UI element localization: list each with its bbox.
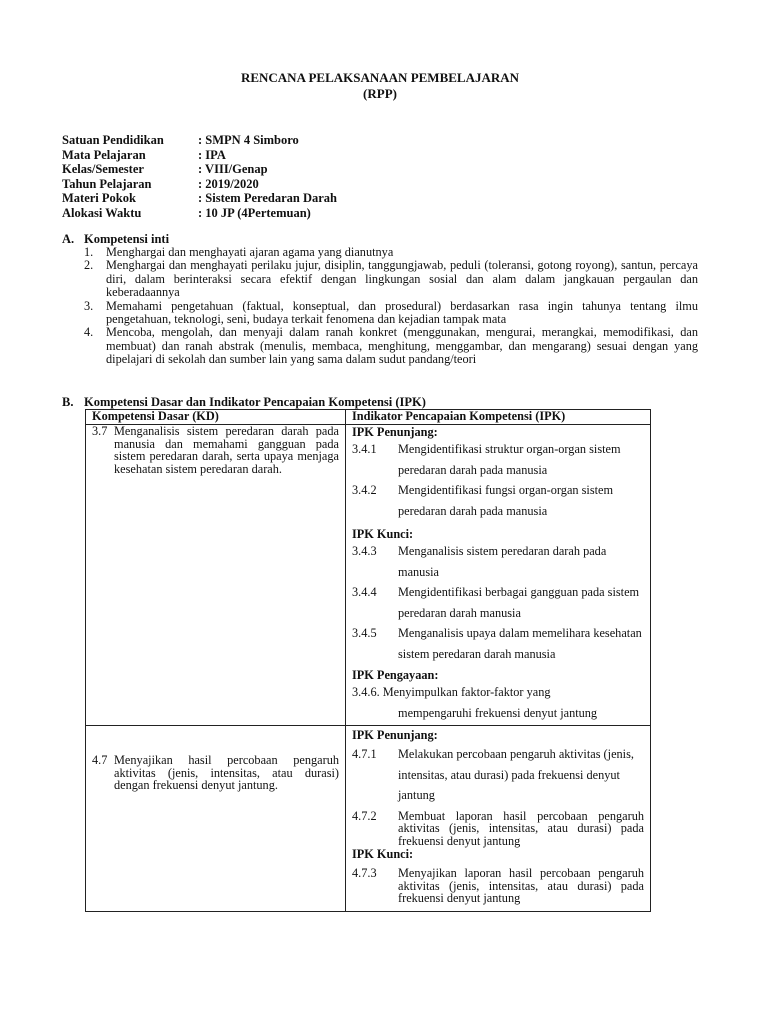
list-number: 2. [84, 258, 94, 273]
ipk-kunci-label: IPK Kunci: [352, 847, 414, 862]
identity-key: Mata Pelajaran [62, 147, 146, 162]
section-a-heading [62, 232, 698, 246]
ipk-text-continued: mempengaruhi frekuensi denyut jantung [398, 705, 598, 720]
ipk-text: 3.4.6. Menyimpulkan faktor-faktor yang [352, 685, 551, 699]
section-a-letter: A. [62, 232, 75, 246]
identity-key: Satuan Pendidikan [62, 133, 164, 147]
list-item [62, 326, 698, 366]
table-header-row [86, 410, 651, 425]
identity-table [62, 133, 337, 220]
ipk-number: 4.7.3 [352, 866, 377, 881]
ipk-text: Melakukan percobaan pengaruh aktivitas (jenis, intensitas, atau durasi) pada frekuensi denyut jantung [398, 747, 634, 802]
identity-key: Alokasi Waktu [62, 205, 142, 220]
identity-value: : VIII/Genap [198, 162, 268, 176]
section-b-title: Kompetensi Dasar dan Indikator Pencapaian Kompetensi (IPK) [84, 395, 426, 409]
identity-value: : 2019/2020 [198, 176, 259, 191]
kd-cell [86, 425, 346, 726]
list-text: Memahami pengetahuan (faktual, konseptual, dan prosedural) berdasarkan rasa ingin tahunya tentang ilmu pengetahuan, teknologi, seni, budaya terkait fenomena dan kejadian tampak mata [106, 298, 698, 327]
list-item [62, 259, 698, 299]
ipk-number: 3.4.1 [352, 442, 377, 456]
identity-row [62, 206, 337, 221]
ipk-text: Menganalisis sistem peredaran darah pada manusia [398, 544, 607, 579]
ipk-text: Menyajikan laporan hasil percobaan pengaruh aktivitas (jenis, intensitas, atau durasi) pada frekuensi denyut jantung [398, 866, 644, 906]
ipk-item [352, 541, 644, 582]
list-number: 1. [84, 245, 94, 259]
ipk-item [352, 480, 644, 521]
ipk-cell [346, 726, 651, 912]
ipk-number: 3.4.5 [352, 626, 377, 640]
list-number: 4. [84, 325, 94, 340]
ipk-item [352, 682, 644, 723]
ipk-item [352, 582, 644, 623]
identity-value: : 10 JP (4Pertemuan) [198, 205, 311, 220]
section-b-heading [62, 395, 702, 409]
identity-row [62, 162, 337, 177]
section-a-title: Kompetensi inti [84, 232, 170, 246]
ipk-item [352, 623, 644, 664]
ipk-item [352, 810, 644, 848]
identity-value: : Sistem Peredaran Darah [198, 191, 337, 205]
identity-key: Tahun Pelajaran [62, 176, 152, 191]
ipk-pengayaan-label: IPK Pengayaan: [352, 668, 439, 682]
ipk-text: Mengidentifikasi fungsi organ-organ sistem peredaran darah pada manusia [398, 483, 614, 518]
list-number: 3. [84, 298, 94, 313]
kompetensi-inti-list [62, 246, 698, 367]
ipk-number: 3.4.2 [352, 483, 377, 497]
list-text: Menghargai dan menghayati ajaran agama yang dianutnya [106, 245, 394, 259]
table-row [86, 425, 651, 726]
document-title: RENCANA PELAKSANAAN PEMBELAJARAN [240, 70, 520, 85]
identity-row [62, 191, 337, 206]
kd-number: 4.7 [92, 753, 108, 767]
kd-cell [86, 726, 346, 912]
identity-row [62, 148, 337, 163]
identity-row [62, 177, 337, 192]
ipk-penunjang-label: IPK Penunjang: [352, 425, 438, 439]
ipk-text: Mengidentifikasi struktur organ-organ sistem peredaran darah pada manusia [398, 442, 621, 477]
ipk-item [352, 867, 644, 905]
kd-ipk-table [85, 409, 651, 912]
ipk-text: Mengidentifikasi berbagai gangguan pada sistem peredaran darah manusia [398, 585, 640, 620]
ipk-number: 3.4.3 [352, 544, 377, 558]
kd-text: Menyajikan hasil percobaan pengaruh aktivitas (jenis, intensitas, atau durasi) dengan frekuensi denyut jantung. [114, 753, 339, 793]
identity-key: Kelas/Semester [62, 162, 144, 176]
kd-number: 3.7 [92, 424, 108, 438]
table-row [86, 726, 651, 912]
ipk-item [352, 744, 644, 806]
section-kd-ipk [62, 395, 702, 409]
section-kompetensi-inti [62, 232, 698, 367]
column-header-kd: Kompetensi Dasar (KD) [86, 410, 346, 425]
kd-item [92, 754, 339, 792]
list-text: Menghargai dan menghayati perilaku jujur, disiplin, tanggungjawab, peduli (toleransi, gotong royong), santun, percaya diri, dalam berinteraksi secara efektif dengan lingkungan sosial dan alam dalam jangkauan pergaulan dan keberadaannya [106, 258, 698, 300]
ipk-penunjang-label: IPK Penunjang: [352, 728, 438, 742]
ipk-item [352, 439, 644, 480]
section-b-letter: B. [62, 395, 74, 409]
identity-key: Materi Pokok [62, 191, 136, 205]
ipk-text: Menganalisis upaya dalam memelihara kesehatan sistem peredaran darah manusia [398, 626, 642, 661]
list-text: Mencoba, mengolah, dan menyaji dalam ranah konkret (menggunakan, mengurai, merangkai, memodifikasi, dan membuat) dan ranah abstrak (menulis, membaca, menghitung, menggambar, dan mengarang) sesuai dengan yang dipelajari di sekolah dan sumber lain yang sama dalam sudut pandang/teori [106, 325, 698, 367]
identity-value: : SMPN 4 Simboro [198, 133, 299, 147]
ipk-cell [346, 425, 651, 726]
identity-row [62, 133, 337, 148]
ipk-text: Membuat laporan hasil percobaan pengaruh aktivitas (jenis, intensitas, atau durasi) pada frekuensi denyut jantung [398, 808, 644, 848]
list-item [62, 246, 698, 259]
identity-value: : IPA [198, 147, 226, 162]
ipk-number: 3.4.4 [352, 585, 377, 599]
list-item [62, 300, 698, 327]
kd-item [92, 425, 339, 475]
column-header-ipk: Indikator Pencapaian Kompetensi (IPK) [346, 410, 651, 425]
ipk-number: 4.7.2 [352, 808, 377, 823]
ipk-kunci-label: IPK Kunci: [352, 527, 414, 541]
kd-text: Menganalisis sistem peredaran darah pada manusia dan memahami gangguan pada sistem peredaran darah, serta upaya menjaga kesehatan sistem peredaran darah. [114, 424, 339, 476]
document-subtitle: (RPP) [363, 86, 397, 101]
ipk-number: 4.7.1 [352, 747, 377, 761]
